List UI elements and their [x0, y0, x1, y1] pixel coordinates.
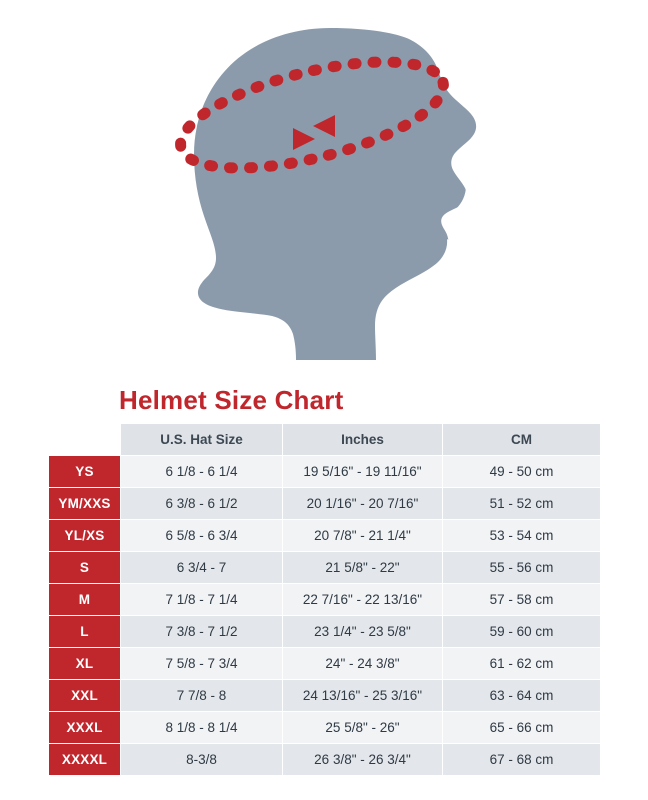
column-header-inches: Inches	[283, 424, 443, 456]
row-inches: 20 7/8" - 21 1/4"	[283, 520, 443, 552]
row-cm: 57 - 58 cm	[443, 584, 601, 616]
row-cm: 49 - 50 cm	[443, 456, 601, 488]
row-inches: 24 13/16" - 25 3/16"	[283, 680, 443, 712]
table-header-row	[49, 424, 601, 456]
row-cm: 53 - 54 cm	[443, 520, 601, 552]
row-size-label: YL/XS	[49, 520, 121, 552]
row-inches: 23 1/4" - 23 5/8"	[283, 616, 443, 648]
head-silhouette	[194, 28, 476, 360]
row-cm: 65 - 66 cm	[443, 712, 601, 744]
row-size-label: XL	[49, 648, 121, 680]
table-row	[49, 648, 601, 680]
row-size-label: XXXL	[49, 712, 121, 744]
row-size-label: M	[49, 584, 121, 616]
table-row	[49, 680, 601, 712]
row-us-hat-size: 6 1/8 - 6 1/4	[121, 456, 283, 488]
table-row	[49, 616, 601, 648]
row-size-label: YS	[49, 456, 121, 488]
row-us-hat-size: 7 3/8 - 7 1/2	[121, 616, 283, 648]
row-cm: 63 - 64 cm	[443, 680, 601, 712]
table-row	[49, 488, 601, 520]
row-us-hat-size: 8 1/8 - 8 1/4	[121, 712, 283, 744]
row-us-hat-size: 7 5/8 - 7 3/4	[121, 648, 283, 680]
table-row	[49, 712, 601, 744]
column-header-us-hat-size: U.S. Hat Size	[121, 424, 283, 456]
row-us-hat-size: 6 3/4 - 7	[121, 552, 283, 584]
table-row	[49, 744, 601, 776]
size-chart-table	[48, 423, 601, 776]
row-cm: 55 - 56 cm	[443, 552, 601, 584]
row-cm: 51 - 52 cm	[443, 488, 601, 520]
row-inches: 19 5/16" - 19 11/16"	[283, 456, 443, 488]
table-row	[49, 552, 601, 584]
row-cm: 67 - 68 cm	[443, 744, 601, 776]
table-row	[49, 584, 601, 616]
row-size-label: XXXXL	[49, 744, 121, 776]
row-inches: 25 5/8" - 26"	[283, 712, 443, 744]
table-row	[49, 520, 601, 552]
row-inches: 26 3/8" - 26 3/4"	[283, 744, 443, 776]
row-us-hat-size: 7 1/8 - 7 1/4	[121, 584, 283, 616]
row-inches: 20 1/16" - 20 7/16"	[283, 488, 443, 520]
row-us-hat-size: 8-3/8	[121, 744, 283, 776]
row-inches: 22 7/16" - 22 13/16"	[283, 584, 443, 616]
head-illustration	[0, 0, 648, 360]
row-us-hat-size: 6 5/8 - 6 3/4	[121, 520, 283, 552]
row-size-label: L	[49, 616, 121, 648]
row-inches: 24" - 24 3/8"	[283, 648, 443, 680]
row-size-label: S	[49, 552, 121, 584]
head-profile-svg	[0, 0, 648, 360]
table-row	[49, 456, 601, 488]
column-header-cm: CM	[443, 424, 601, 456]
row-cm: 61 - 62 cm	[443, 648, 601, 680]
page-title: Helmet Size Chart	[119, 385, 344, 415]
row-size-label: YM/XXS	[49, 488, 121, 520]
row-us-hat-size: 6 3/8 - 6 1/2	[121, 488, 283, 520]
row-size-label: XXL	[49, 680, 121, 712]
row-cm: 59 - 60 cm	[443, 616, 601, 648]
column-header-blank	[49, 424, 121, 456]
row-us-hat-size: 7 7/8 - 8	[121, 680, 283, 712]
row-inches: 21 5/8" - 22"	[283, 552, 443, 584]
